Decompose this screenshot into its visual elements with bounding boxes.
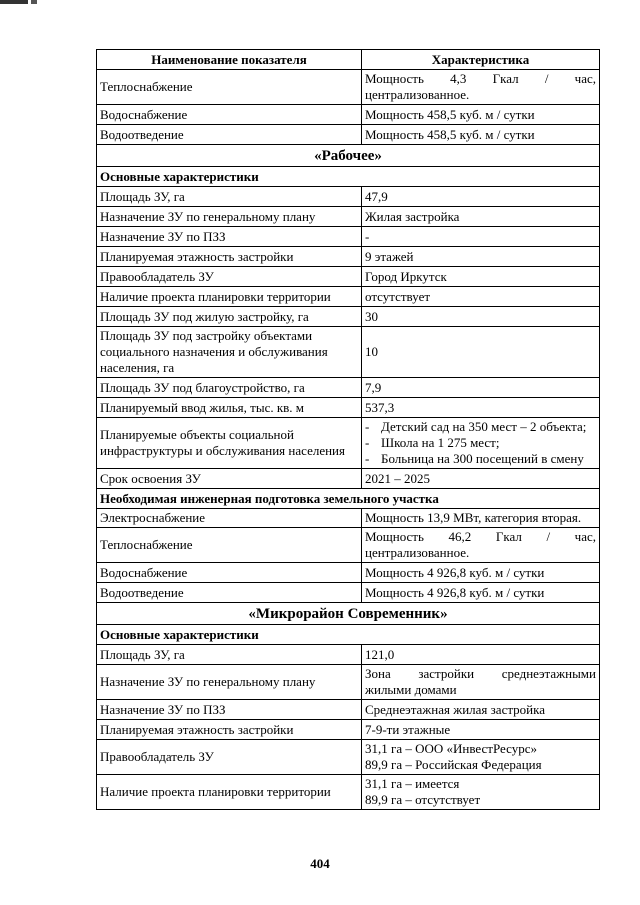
section-title-row xyxy=(97,603,600,625)
row-name: Водоотведение xyxy=(97,583,362,603)
subsection-row xyxy=(97,489,600,509)
subsection-row xyxy=(97,625,600,645)
owner-line: 89,9 га – Российская Федерация xyxy=(365,757,542,772)
table-row xyxy=(97,398,600,418)
subsection-main-characteristics: Основные характеристики xyxy=(97,167,600,187)
row-value xyxy=(362,775,600,810)
row-value: Город Иркутск xyxy=(362,267,600,287)
row-value: Среднеэтажная жилая застройка xyxy=(362,700,600,720)
row-value: 537,3 xyxy=(362,398,600,418)
owner-line: 31,1 га – ООО «ИнвестРесурс» xyxy=(365,741,537,756)
table-row xyxy=(97,720,600,740)
row-name: Водоотведение xyxy=(97,125,362,145)
row-name: Правообладатель ЗУ xyxy=(97,267,362,287)
table-row xyxy=(97,105,600,125)
section-title-row xyxy=(97,145,600,167)
row-value: - xyxy=(362,227,600,247)
table-row xyxy=(97,227,600,247)
table-row xyxy=(97,775,600,810)
table-row xyxy=(97,327,600,378)
row-name: Планируемый ввод жилья, тыс. кв. м xyxy=(97,398,362,418)
row-name: Наличие проекта планировки территории xyxy=(97,287,362,307)
subsection-row xyxy=(97,167,600,187)
row-name: Площадь ЗУ, га xyxy=(97,645,362,665)
row-value: Мощность 4,3 Гкал / час, централизованное. xyxy=(362,70,600,105)
row-name: Назначение ЗУ по ПЗЗ xyxy=(97,700,362,720)
row-name: Назначение ЗУ по генеральному плану xyxy=(97,665,362,700)
row-name: Назначение ЗУ по ПЗЗ xyxy=(97,227,362,247)
row-value: 10 xyxy=(362,327,600,378)
table-row xyxy=(97,70,600,105)
row-value: Мощность 458,5 куб. м / сутки xyxy=(362,105,600,125)
row-value: 2021 – 2025 xyxy=(362,469,600,489)
row-value: Мощность 46,2 Гкал / час, централизованное. xyxy=(362,528,600,563)
subsection-main-characteristics: Основные характеристики xyxy=(97,625,600,645)
row-name: Площадь ЗУ под застройку объектами социального назначения и обслуживания населения, га xyxy=(97,327,362,378)
row-name: Правообладатель ЗУ xyxy=(97,740,362,775)
table-row xyxy=(97,700,600,720)
row-value: 7-9-ти этажные xyxy=(362,720,600,740)
row-value: 7,9 xyxy=(362,378,600,398)
table-row xyxy=(97,583,600,603)
table-row xyxy=(97,528,600,563)
row-name: Планируемая этажность застройки xyxy=(97,247,362,267)
scan-edge-mark xyxy=(0,0,28,4)
row-value: Мощность 4 926,8 куб. м / сутки xyxy=(362,583,600,603)
table-row xyxy=(97,378,600,398)
row-value: 30 xyxy=(362,307,600,327)
row-value: Зона застройки среднеэтажными жилыми домами xyxy=(362,665,600,700)
row-value: Мощность 13,9 МВт, категория вторая. xyxy=(362,509,600,528)
table-row xyxy=(97,267,600,287)
table-row xyxy=(97,307,600,327)
row-name: Теплоснабжение xyxy=(97,70,362,105)
row-name: Планируемая этажность застройки xyxy=(97,720,362,740)
scan-edge-mark-2 xyxy=(31,0,37,4)
table-row xyxy=(97,645,600,665)
table-row xyxy=(97,125,600,145)
table-row xyxy=(97,247,600,267)
section-title-rabochee: «Рабочее» xyxy=(97,145,600,167)
row-name: Срок освоения ЗУ xyxy=(97,469,362,489)
row-name: Площадь ЗУ под благоустройство, га xyxy=(97,378,362,398)
table-row xyxy=(97,665,600,700)
social-objects-list xyxy=(362,418,600,469)
table-row xyxy=(97,509,600,528)
ppt-line: 89,9 га – отсутствует xyxy=(365,792,481,807)
row-name: Площадь ЗУ, га xyxy=(97,187,362,207)
table-header-row xyxy=(97,50,600,70)
row-name: Планируемые объекты социальной инфраструктуры и обслуживания населения xyxy=(97,418,362,469)
list-item: - Детский сад на 350 мест – 2 объекта; xyxy=(365,419,587,434)
row-name: Теплоснабжение xyxy=(97,528,362,563)
row-value: Жилая застройка xyxy=(362,207,600,227)
table-row xyxy=(97,469,600,489)
header-characteristic-column: Характеристика xyxy=(362,50,600,70)
table-row xyxy=(97,563,600,583)
subsection-engineering: Необходимая инженерная подготовка земельного участка xyxy=(97,489,600,509)
table-row xyxy=(97,740,600,775)
row-value: 121,0 xyxy=(362,645,600,665)
row-value: Мощность 4 926,8 куб. м / сутки xyxy=(362,563,600,583)
row-name: Назначение ЗУ по генеральному плану xyxy=(97,207,362,227)
row-value: 47,9 xyxy=(362,187,600,207)
row-name: Площадь ЗУ под жилую застройку, га xyxy=(97,307,362,327)
table-row xyxy=(97,187,600,207)
header-name-column: Наименование показателя xyxy=(97,50,362,70)
row-value: отсутствует xyxy=(362,287,600,307)
table-row xyxy=(97,418,600,469)
row-value xyxy=(362,740,600,775)
row-name: Водоснабжение xyxy=(97,105,362,125)
row-name: Водоснабжение xyxy=(97,563,362,583)
list-item: - Больница на 300 посещений в смену xyxy=(365,451,584,466)
page-number: 404 xyxy=(310,856,330,871)
list-item: - Школа на 1 275 мест; xyxy=(365,435,500,450)
row-value: Мощность 458,5 куб. м / сутки xyxy=(362,125,600,145)
row-value: 9 этажей xyxy=(362,247,600,267)
table-row xyxy=(97,287,600,307)
row-name: Электроснабжение xyxy=(97,509,362,528)
table-row xyxy=(97,207,600,227)
indicators-table xyxy=(96,49,600,810)
section-title-sovremennik: «Микрорайон Современник» xyxy=(97,603,600,625)
ppt-line: 31,1 га – имеется xyxy=(365,776,460,791)
row-name: Наличие проекта планировки территории xyxy=(97,775,362,810)
